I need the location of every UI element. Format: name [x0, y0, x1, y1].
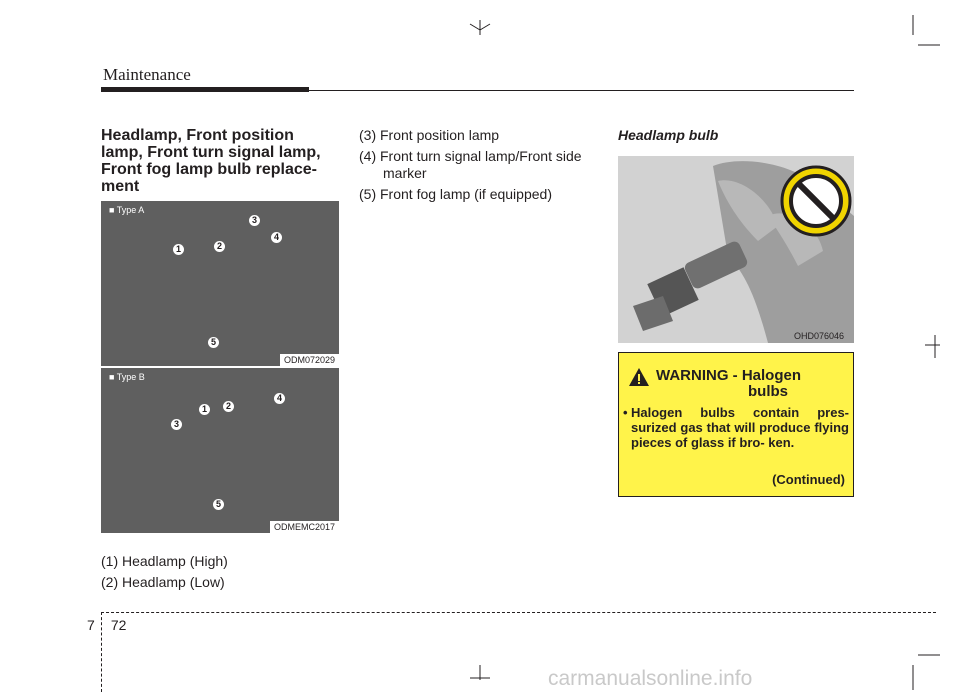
marker-3: 3: [249, 215, 260, 226]
footer-divider: [101, 612, 936, 613]
warning-triangle-icon: [628, 367, 650, 387]
warning-title-line2: bulbs: [748, 383, 788, 400]
figure-type-b: [101, 368, 339, 533]
warning-title-line1: WARNING - Halogen: [656, 367, 801, 384]
photo-code: OHD076046: [794, 331, 845, 341]
header-rule-thin: [309, 90, 854, 91]
chapter-number: 7: [87, 617, 95, 633]
bulb-section-title: Headlamp bulb: [618, 127, 719, 143]
section-title: Headlamp, Front position lamp, Front turn signal lamp, Front fog lamp bulb replace- ment: [101, 127, 321, 195]
headlamp-bulb-photo: [618, 156, 854, 343]
figure-type-a-label: ■ Type A: [109, 205, 144, 215]
marker-1: 1: [199, 404, 210, 415]
figure-type-b-code: ODMEMC2017: [270, 521, 339, 533]
header-rule-thick: [101, 87, 309, 92]
list-item: (4) Front turn signal lamp/Front side marker: [359, 148, 582, 181]
bullet-icon: •: [623, 405, 628, 420]
bulb-list-col1: [101, 553, 336, 591]
marker-4: 4: [274, 393, 285, 404]
list-item: (2) Headlamp (Low): [101, 574, 225, 590]
marker-2: 2: [214, 241, 225, 252]
marker-2: 2: [223, 401, 234, 412]
page-number: [87, 617, 126, 633]
list-item: (5) Front fog lamp (if equipped): [359, 186, 552, 202]
watermark: carmanualsonline.info: [548, 667, 753, 690]
list-item: (3) Front position lamp: [359, 127, 500, 143]
warning-continued: (Continued): [772, 472, 845, 487]
marker-4: 4: [271, 232, 282, 243]
bulb-list-col2: [359, 127, 599, 203]
marker-5: 5: [213, 499, 224, 510]
marker-1: 1: [173, 244, 184, 255]
marker-5: 5: [208, 337, 219, 348]
warning-text: Halogen bulbs contain pres- surized gas that will produce flying pieces of glass if bro- ken.: [631, 405, 849, 450]
list-item: (1) Headlamp (High): [101, 553, 228, 569]
figure-type-a-code: ODM072029: [280, 354, 339, 366]
header-title: Maintenance: [103, 65, 191, 84]
figure-type-a: [101, 201, 339, 366]
page-number-value: 72: [110, 617, 127, 633]
warning-box: [618, 352, 854, 497]
hand-holding-bulb-illustration: [618, 156, 854, 343]
warning-title: [656, 368, 801, 400]
marker-3: 3: [171, 419, 182, 430]
figure-type-b-label: ■ Type B: [109, 372, 145, 382]
